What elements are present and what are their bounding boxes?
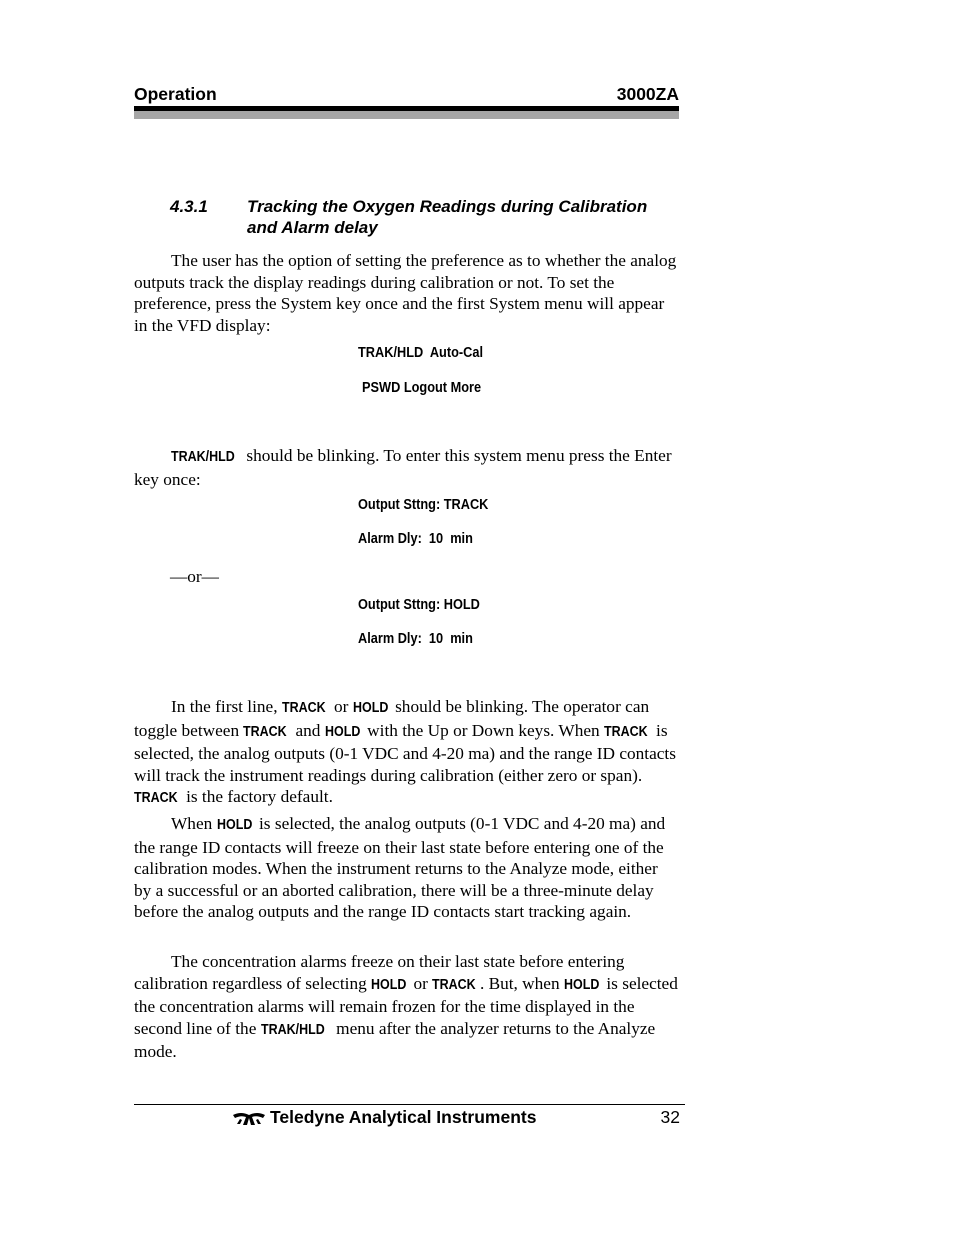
teledyne-logo-icon	[232, 1110, 266, 1126]
blink-paragraph: TRAK/HLD should be blinking. To enter this system menu press the Enter key once:	[134, 446, 672, 489]
section-number: 4.3.1	[170, 197, 208, 216]
page-header	[134, 84, 679, 106]
footer-company: Teledyne Analytical Instruments	[270, 1107, 537, 1127]
header-section: Operation	[134, 84, 217, 104]
key-trak-hld: TRAK/HLD	[171, 449, 235, 465]
header-model: 3000ZA	[616, 84, 679, 104]
section-title: Tracking the Oxygen Readings during Calibration and Alarm delay	[247, 197, 648, 237]
header-rule-shade	[134, 111, 679, 119]
page-number: 32	[660, 1107, 680, 1127]
vfd-display-2-line2: Alarm Dly: 10 min	[358, 531, 473, 547]
vfd-display-1-line1: TRAK/HLD Auto-Cal	[358, 345, 483, 361]
page-footer	[134, 1107, 685, 1131]
footer-rule	[134, 1104, 685, 1105]
or-separator: —or—	[170, 567, 219, 586]
vfd-display-3-line1: Output Sttng: HOLD	[358, 597, 480, 613]
paragraph-alarms: The concentration alarms freeze on their last state before entering calibration regardless of selecting HOLD or TRACK . But, when HOLD is selected the concentration alarms will remain frozen for the time displayed in the second line of the TRAK/HLD menu after the analyzer returns to the Analyze mode.	[134, 952, 678, 1062]
paragraph-hold: When HOLD is selected, the analog outputs (0-1 VDC and 4-20 ma) and the range ID contacts will freeze on their last state before entering one of the calibration modes. When the instrument returns to the Analyze mode, either by a successful or an aborted calibration, there will be a three-minute delay before the analog outputs and the range ID contacts start tracking again.	[134, 814, 666, 922]
intro-paragraph: The user has the option of setting the preference as to whether the analog outputs track the display readings during calibration or not. To set the preference, press the System key once and the first System menu will appear in the VFD display:	[134, 251, 677, 335]
vfd-display-3-line2: Alarm Dly: 10 min	[358, 631, 473, 647]
vfd-display-2-line1: Output Sttng: TRACK	[358, 497, 489, 513]
vfd-display-1-line2: PSWD Logout More	[362, 380, 482, 396]
paragraph-track-hold: In the first line, TRACK or HOLD should be blinking. The operator can toggle between TRACK and HOLD with the Up or Down keys. When TRACK is selected, the analog outputs (0-1 VDC and 4-20 ma) and the range ID contacts will track the instrument readings during calibration (either zero or span). TRACK is the factory default.	[134, 697, 676, 807]
